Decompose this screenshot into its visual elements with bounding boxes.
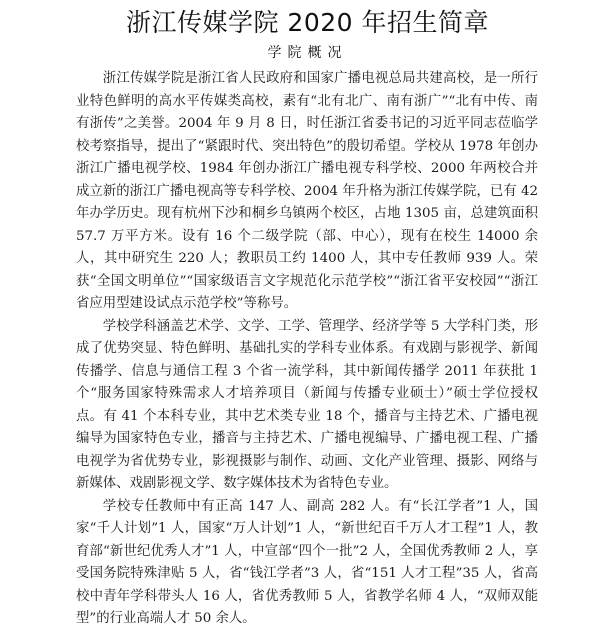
paragraph-faculty: 学校专任教师中有正高 147 人、副高 282 人。有“长江学者”1 人，国家“千人计划”1 人，国家“万人计划”1 人，“新世纪百千万人才工程”1 人，教育部“新世纪优秀人才”1 人，中宣部“四个一批”2 人，全国优秀教师 2 人，享受国务院特殊津贴 5 人，省“钱江学者”3 人，省“151 人才工程”35 人，省高校中青年学科带头人 16 人，省优秀教师 5 人，省教学名师 4 人，“双师双能型”的行业高端人才 50 余人。	[76, 498, 538, 626]
paragraph-overview: 浙江传媒学院是浙江省人民政府和国家广播电视总局共建高校，是一所行业特色鲜明的高水平传媒类高校，素有“北有北广、南有浙广”“北有中传、南有浙传”之美誉。2004 年 9 月 8 日，时任浙江省委书记的习近平同志莅临学校考察指导，提出了“紧跟时代、突出特色”的殷切希望。学校从 1978 年创办浙江广播电视学校、1984 年创办浙江广播电视专科学校、2000 年两校合并成立新的浙江广播电视高等专科学校、2004 年升格为浙江传媒学院，已有 42 年办学历史。现有杭州下沙和桐乡乌镇两个校区，占地 1305 亩，总建筑面积 57.7 万平方米。设有 16 个二级学院（部、中心），现有在校生 14000 余人，其中研究生 220 人；教职员工约 1400 人，其中专任教师 939 人。荣获“全国文明单位”“国家级语言文字规范化示范学校”“浙江省平安校园”“浙江省应用型建设试点示范学校”等称号。	[76, 71, 538, 311]
document-title: 浙江传媒学院 2020 年招生简章	[125, 8, 490, 37]
paragraph-disciplines: 学校学科涵盖艺术学、文学、工学、管理学、经济学等 5 大学科门类，形成了优势突显、特色鲜明、基础扎实的学科专业体系。有戏剧与影视学、新闻传播学、信息与通信工程 3 个省一流学科，其中新闻传播学 2011 年获批 1 个“服务国家特殊需求人才培养项目（新闻与传播专业硕士）”硕士学位授权点。有 41 个本科专业，其中艺术类专业 18 个，播音与主持艺术、广播电视编导为国家特色专业，播音与主持艺术、广播电视编导、广播电视工程、广播电视学为省优势专业，影视摄影与制作、动画、文化产业管理、摄影、网络与新媒体、戏剧影视文学、数字媒体技术为省特色专业。	[76, 318, 538, 491]
section-heading: 学院概况	[267, 45, 348, 61]
document-body	[76, 68, 538, 631]
